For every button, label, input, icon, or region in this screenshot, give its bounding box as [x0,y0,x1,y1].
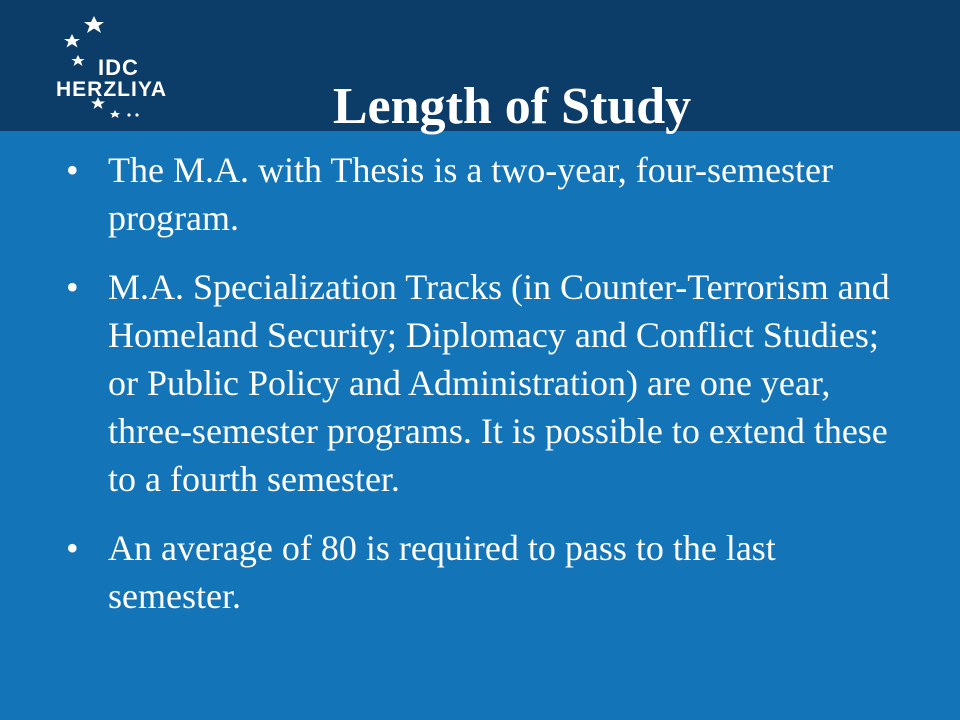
bullet-item [0,146,960,242]
slide-title: Length of Study [332,78,692,135]
logo-text-idc: IDC [98,55,139,80]
bullet-text: M.A. Specialization Tracks (in Counter-Terrorism and Homeland Security; Diplomacy and Conflict Studies; or Public Policy and Administration) are one year, three-semester programs. It is possible to extend these to a fourth semester. [108,267,890,499]
bullet-marker: • [66,150,79,190]
bullet-marker: • [66,267,79,307]
bullet-text: An average of 80 is required to pass to the last semester. [108,528,776,616]
bullet-text: The M.A. with Thesis is a two-year, four-semester program. [108,150,833,238]
bullet-item [0,524,960,620]
bullet-item [0,263,960,503]
bullet-list [0,146,960,641]
bullet-marker: • [66,528,79,568]
logo-text-herzliya: HERZLIYA [56,78,168,101]
